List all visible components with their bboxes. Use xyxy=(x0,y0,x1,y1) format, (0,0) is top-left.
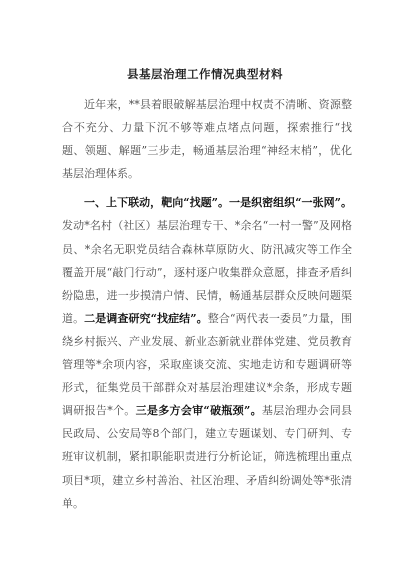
section-1-point-3-heading: 三是多方会审“破瓶颈”。 xyxy=(135,404,262,418)
section-1-text: 发动*名村（社区）基层治理专干、*余名“一村一警”及网格员、*余名无职党员结合森林草原防火、防汛减灾等工作全覆盖开展“敲门行动”，逐村逐户收集群众意愿，排查矛盾纠纷隐患，进一步摸清户情、民情，畅通基层群众反映问题渠道。 xyxy=(62,219,352,325)
section-1-heading: 一、上下联动，靶向“找题”。一是织密组织“一张网”。 xyxy=(84,196,352,210)
document-title: 县基层治理工作情况典型材料 xyxy=(127,67,283,81)
section-1-point-2-text: 整合“两代表一委员”力量，围绕乡村振兴、产业发展、新业态新就业群体党建、党员教育管理等*余项内容，采取座谈交流、实地走访和专题调研等形式，征集党员干部群众对基层治理建议*余条，形成专题调研报告*个。 xyxy=(62,311,353,418)
intro-paragraph: 近年来，**县着眼破解基层治理中权责不清晰、资源整合不充分、力量下沉不够等难点堵点问题，探索推行“找题、领题、解题”三步走，畅通基层治理“神经末梢”，优化基层治理体系。 xyxy=(62,98,352,181)
section-1-point-2-heading: 二是调查研究“找症结”。 xyxy=(84,311,208,325)
section-1-point-3-text: 基层治理办会同县民政局、公安局等8个部门，建立专题谋划、专门研判、专班审议机制，紧扣职能职责进行分析论证，筛选梳理出重点项目*项，建立乡村善治、社区治理、矛盾纠纷调处等*张清单。 xyxy=(62,404,353,510)
section-1-paragraph xyxy=(62,191,352,514)
document-body xyxy=(62,93,352,515)
